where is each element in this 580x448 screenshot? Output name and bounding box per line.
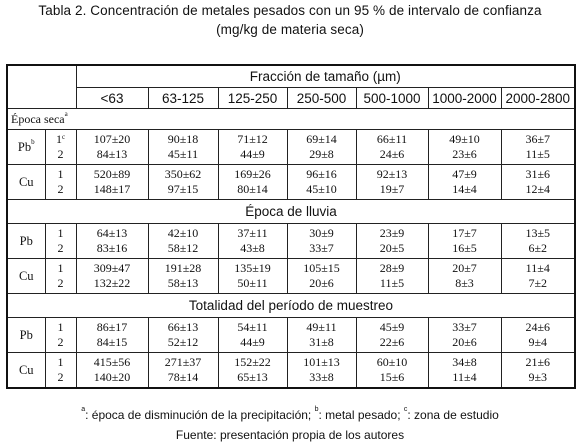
site-cell [45, 259, 76, 294]
value-cell [356, 130, 428, 165]
title-line-1: Tabla 2. Concentración de metales pesados con un 95 % de intervalo de confianza [38, 3, 542, 18]
site-number [46, 335, 76, 350]
value: 29±8 [309, 147, 334, 161]
value-cell [218, 224, 287, 259]
site-number [46, 261, 76, 276]
value: 97±15 [167, 182, 199, 196]
value: 84±13 [96, 147, 128, 161]
fraction-header: Fracción de tamaño (µm) [76, 65, 575, 88]
value: 271±37 [164, 355, 202, 369]
value: 30±9 [309, 226, 334, 240]
metal-cell [7, 165, 45, 200]
site-label: 2 [57, 147, 64, 161]
value-cell [428, 130, 501, 165]
value: 84±15 [96, 335, 128, 349]
metal-label: Pb [17, 139, 32, 154]
site-cell [45, 165, 76, 200]
value: 92±13 [376, 167, 408, 181]
section-label [7, 109, 575, 130]
value: 45±11 [167, 147, 199, 161]
value-cell [287, 130, 356, 165]
value: 42±10 [167, 226, 199, 240]
value: 11±5 [525, 147, 550, 161]
value-cell [76, 224, 148, 259]
value: 49±11 [306, 320, 337, 334]
value: 520±89 [93, 167, 131, 181]
site-number [46, 276, 76, 291]
size-bin-header: <63 [76, 88, 148, 109]
size-bin-header: 250-500 [287, 88, 356, 109]
value: 12±4 [525, 182, 551, 196]
site-number [46, 147, 76, 162]
site-label: 2 [57, 182, 64, 196]
value: 169±26 [234, 167, 271, 181]
metal-cell [7, 224, 45, 259]
metal-cell [7, 130, 45, 165]
value: 31±8 [309, 335, 334, 349]
value: 43±8 [240, 241, 265, 255]
value: 47±9 [452, 167, 477, 181]
value-cell [148, 259, 218, 294]
value: 17±7 [452, 226, 477, 240]
site-label: 1 [57, 320, 64, 334]
value: 148±17 [93, 182, 131, 196]
footnotes [0, 408, 580, 422]
value: 19±7 [379, 182, 405, 196]
value: 20±6 [309, 276, 334, 290]
value: 54±11 [237, 320, 268, 334]
value: 309±47 [93, 261, 131, 275]
site-cell [45, 130, 76, 165]
metal-cell [7, 259, 45, 294]
value-cell [287, 353, 356, 389]
section-label-text: Época seca [11, 111, 65, 126]
metal-cell [7, 318, 45, 353]
corner-cell [7, 65, 76, 109]
table-row [7, 165, 575, 200]
value: 50±11 [237, 276, 268, 290]
site-number [46, 320, 76, 335]
table-row [7, 353, 575, 389]
value: 415±56 [93, 355, 131, 369]
value: 13±5 [525, 226, 551, 240]
site-label: 2 [57, 241, 64, 255]
value-cell [356, 259, 428, 294]
site-label: 2 [57, 276, 64, 290]
value: 22±6 [379, 335, 405, 349]
value-cell [356, 224, 428, 259]
value-cell [76, 353, 148, 389]
footnote-b-mark: b [314, 406, 319, 413]
table-row [7, 224, 575, 259]
value: 11±5 [379, 276, 405, 290]
value: 11±4 [452, 370, 477, 384]
value: 33±7 [309, 241, 334, 255]
value: 96±16 [306, 167, 337, 181]
value: 71±12 [237, 132, 268, 146]
value-cell [148, 224, 218, 259]
value-cell [501, 259, 575, 294]
value: 105±15 [303, 261, 340, 275]
value: 191±28 [164, 261, 202, 275]
value-cell [148, 130, 218, 165]
value-cell [218, 259, 287, 294]
value-cell [501, 130, 575, 165]
value-cell [501, 224, 575, 259]
value: 34±8 [452, 355, 477, 369]
value: 23±9 [379, 226, 405, 240]
value-cell [501, 165, 575, 200]
value: 66±13 [167, 320, 199, 334]
value: 66±11 [376, 132, 408, 146]
value: 140±20 [93, 370, 131, 384]
value-cell [287, 224, 356, 259]
value: 23±6 [452, 147, 477, 161]
site-cell [45, 318, 76, 353]
value: 20±7 [452, 261, 477, 275]
value: 33±7 [452, 320, 477, 334]
site-number [46, 241, 76, 256]
value-cell [428, 224, 501, 259]
metal-label: Cu [18, 362, 34, 377]
value: 36±7 [525, 132, 551, 146]
value: 16±5 [452, 241, 477, 255]
value-cell [148, 353, 218, 389]
value: 21±6 [525, 355, 551, 369]
section-label-sup: a [64, 109, 68, 118]
table-row [7, 318, 575, 353]
value-cell [148, 318, 218, 353]
value: 8±3 [455, 276, 474, 290]
size-bin-header: 2000-2800 [501, 88, 575, 109]
site-number [46, 226, 76, 241]
site-number [46, 355, 76, 370]
footnote-c-mark: c [403, 406, 408, 413]
metal-label: Pb [19, 233, 33, 248]
value: 350±62 [164, 167, 202, 181]
value-cell [356, 165, 428, 200]
site-number [46, 370, 76, 385]
site-cell [45, 224, 76, 259]
site-number [46, 167, 76, 182]
table-row [7, 259, 575, 294]
value: 69±14 [306, 132, 337, 146]
value: 31±6 [525, 167, 551, 181]
site-label: 1 [57, 167, 64, 181]
title-line-2: (mg/kg de materia seca) [216, 22, 364, 37]
value: 86±17 [96, 320, 128, 334]
site-label: 1 [55, 132, 62, 146]
value-cell [428, 353, 501, 389]
metal-label: Cu [18, 174, 34, 189]
value: 132±22 [93, 276, 131, 290]
value: 58±12 [167, 241, 199, 255]
size-bin-header: 500-1000 [356, 88, 428, 109]
value-cell [218, 318, 287, 353]
value-cell [76, 318, 148, 353]
table-title [0, 0, 580, 40]
table-row [7, 130, 575, 165]
size-bin-header: 63-125 [148, 88, 218, 109]
site-number [46, 182, 76, 197]
value-cell [428, 318, 501, 353]
value-cell [287, 165, 356, 200]
value-cell [501, 353, 575, 389]
value: 6±2 [528, 241, 548, 255]
footnote-c: : zona de estudio [407, 408, 499, 422]
site-sup: c [61, 133, 66, 141]
value-cell [218, 130, 287, 165]
value: 20±5 [379, 241, 405, 255]
value: 135±19 [234, 261, 271, 275]
value-cell [148, 165, 218, 200]
site-label: 1 [57, 226, 64, 240]
value: 9±3 [528, 370, 548, 384]
value-cell [287, 259, 356, 294]
value-cell [428, 165, 501, 200]
value: 24±6 [525, 320, 551, 334]
value: 20±6 [452, 335, 477, 349]
value: 52±12 [167, 335, 199, 349]
value-cell [76, 259, 148, 294]
concentration-table [6, 64, 576, 389]
source-note: Fuente: presentación propia de los autores [175, 428, 405, 442]
value: 15±6 [379, 370, 405, 384]
footnote-a: : época de disminución de la precipitación; [85, 408, 315, 422]
value: 28±9 [379, 261, 405, 275]
value: 9±4 [528, 335, 548, 349]
metal-label: Pb [19, 327, 33, 342]
value: 107±20 [93, 132, 131, 146]
value-cell [428, 259, 501, 294]
site-label: 2 [57, 335, 64, 349]
site-cell [45, 353, 76, 389]
value: 78±14 [167, 370, 199, 384]
value-cell [356, 318, 428, 353]
size-bin-header: 125-250 [218, 88, 287, 109]
value: 24±6 [379, 147, 405, 161]
value: 101±13 [303, 355, 340, 369]
value-cell [218, 165, 287, 200]
section-header: Totalidad del período de muestreo [7, 294, 575, 318]
value: 64±13 [96, 226, 128, 240]
value: 80±14 [237, 182, 268, 196]
footnote-a-mark: a [81, 406, 86, 413]
value: 90±18 [167, 132, 199, 146]
value-cell [218, 353, 287, 389]
site-label: 1 [57, 261, 64, 275]
value: 44±9 [240, 335, 265, 349]
value: 7±2 [528, 276, 548, 290]
value: 37±11 [237, 226, 268, 240]
metal-cell [7, 353, 45, 389]
value: 45±10 [306, 182, 337, 196]
size-bin-header: 1000-2000 [428, 88, 501, 109]
metal-label: Cu [18, 268, 34, 283]
value: 33±8 [309, 370, 334, 384]
value: 152±22 [234, 355, 271, 369]
value-cell [287, 318, 356, 353]
value: 58±13 [167, 276, 199, 290]
value-cell [356, 353, 428, 389]
value: 44±9 [240, 147, 265, 161]
value-cell [501, 318, 575, 353]
value: 14±4 [452, 182, 477, 196]
site-label: 2 [57, 370, 64, 384]
value: 83±16 [96, 241, 128, 255]
site-number [46, 132, 76, 147]
section-header: Época de lluvia [7, 200, 575, 224]
value: 60±10 [376, 355, 408, 369]
value-cell [76, 165, 148, 200]
metal-sup: b [31, 137, 35, 146]
value: 65±13 [237, 370, 268, 384]
value: 45±9 [379, 320, 405, 334]
value: 49±10 [449, 132, 480, 146]
value: 11±4 [525, 261, 550, 275]
footnote-b: : metal pesado; [318, 408, 404, 422]
value-cell [76, 130, 148, 165]
site-label: 1 [57, 355, 64, 369]
